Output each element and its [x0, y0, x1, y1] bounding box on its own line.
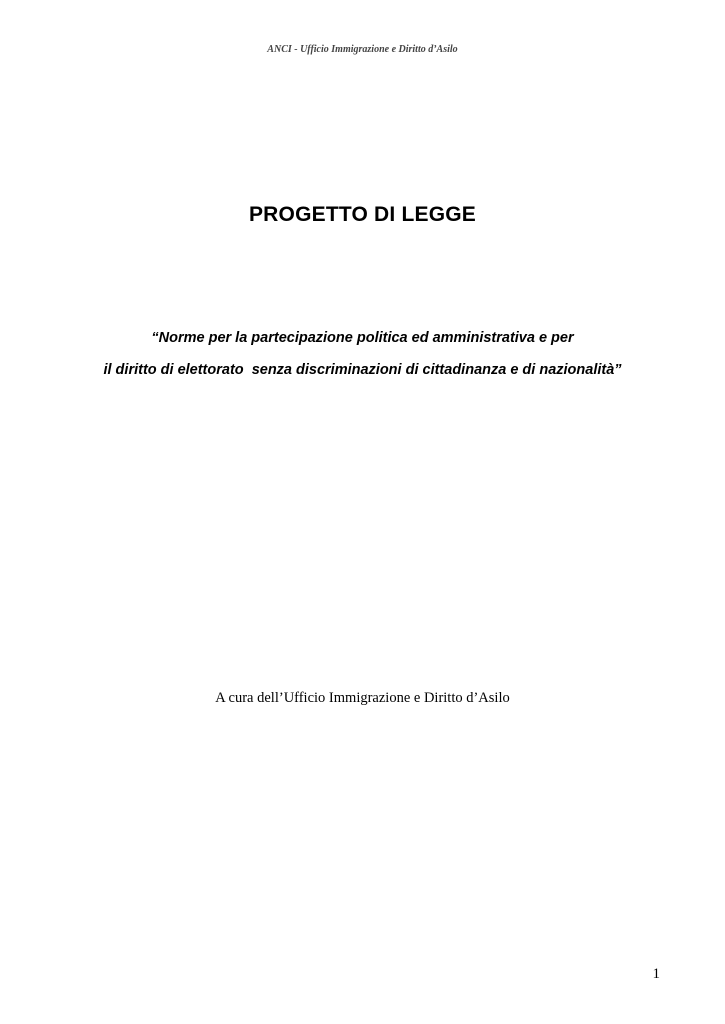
- document-title: PROGETTO DI LEGGE: [248, 203, 477, 226]
- running-header: ANCI - Ufficio Immigrazione e Diritto d’Asilo: [267, 44, 458, 55]
- credit-line: A cura dell’Ufficio Immigrazione e Diritto d’Asilo: [215, 690, 510, 706]
- page-number: 1: [652, 966, 660, 982]
- subtitle-line: “Norme per la partecipazione politica ed amministrativa e per: [151, 330, 574, 346]
- subtitle-line: il diritto di elettorato senza discriminazioni di cittadinanza e di nazionalità”: [103, 362, 622, 378]
